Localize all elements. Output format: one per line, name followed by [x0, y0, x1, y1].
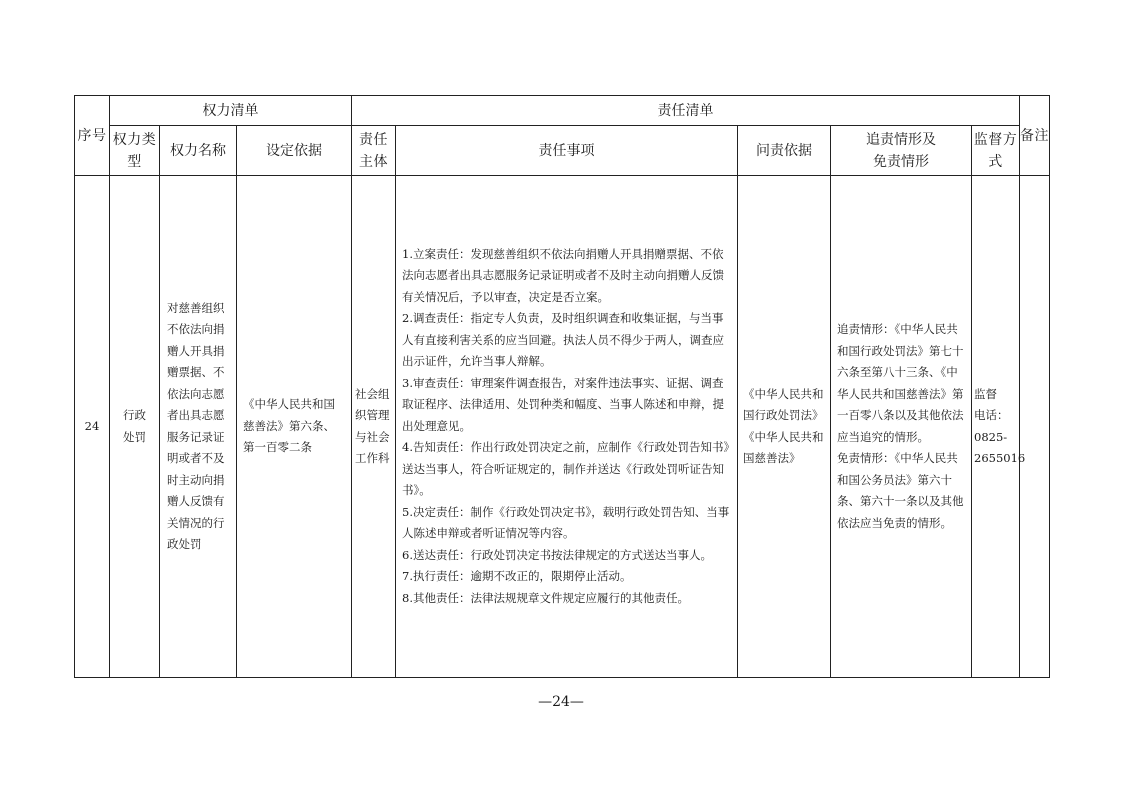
cell-accountability-basis	[738, 176, 831, 678]
item-3: 3.审查责任：审理案件调查报告，对案件违法事实、证据、调查取证程序、法律适用、处罚种类和幅度、当事人陈述和申辩，提出处理意见。	[402, 375, 724, 433]
supervision-line-4: 2655016	[974, 451, 1026, 465]
header-basis: 设定依据	[237, 126, 352, 176]
item-1: 1.立案责任：发现慈善组织不依法向捐赠人开具捐赠票据、不依法向志愿者出具志愿服务记录证明或者不及时主动向捐赠人反馈有关情况后，予以审查，决定是否立案。	[402, 246, 724, 304]
header-power-name: 权力名称	[160, 126, 237, 176]
header-accountability-basis: 问责依据	[738, 126, 831, 176]
supervision-line-1: 监督	[974, 386, 997, 401]
cell-remark	[1020, 176, 1050, 678]
supervision-line-3: 0825-	[974, 429, 1008, 444]
page-number: —24—	[538, 694, 584, 710]
header-pursuit: 追责情形及免责情形	[831, 126, 972, 176]
basis-text: 《中华人民共和国慈善法》第六条、第一百零二条	[243, 397, 335, 455]
table-row	[75, 176, 1050, 678]
power-name-text: 对慈善组织不依法向捐赠人开具捐赠票据、不依法向志愿者出具志愿服务记录证明或者不及时主动向捐赠人反馈有关情况的行政处罚	[167, 300, 225, 551]
cell-power-type: 行政处罚	[110, 176, 160, 678]
subject-text: 社会组织管理与社会工作科	[355, 386, 390, 465]
item-7: 7.执行责任：逾期不改正的，限期停止活动。	[402, 569, 632, 584]
exemption-text: 免责情形：《中华人民共和国公务员法》第六十条、第六十一条以及其他依法应当免责的情形。	[837, 451, 964, 530]
item-8: 8.其他责任：法律法规规章文件规定应履行的其他责任。	[402, 590, 689, 605]
header-subject: 责任主体	[352, 126, 396, 176]
header-power-list: 权力清单	[110, 96, 352, 126]
supervision-line-2: 电话：	[974, 408, 1009, 422]
item-4: 4.告知责任：作出行政处罚决定之前，应制作《行政处罚告知书》送达当事人，符合听证规定的，制作并送达《行政处罚听证告知书》。	[402, 440, 730, 498]
header-items: 责任事项	[396, 126, 738, 176]
cell-items	[396, 176, 738, 678]
item-5: 5.决定责任：制作《行政处罚决定书》，载明行政处罚告知、当事人陈述申辩或者听证情况等内容。	[402, 504, 730, 541]
cell-seq: 24	[75, 176, 110, 678]
header-power-type: 权力类型	[110, 126, 160, 176]
header-responsibility-list: 责任清单	[352, 96, 1020, 126]
header-remark: 备注	[1020, 96, 1050, 176]
cell-basis	[237, 176, 352, 678]
header-supervision: 监督方式	[972, 126, 1020, 176]
item-2: 2.调查责任：指定专人负责，及时组织调查和收集证据，与当事人有直接利害关系的应当回避。执法人员不得少于两人，调查应出示证件，允许当事人辩解。	[402, 311, 724, 369]
item-6: 6.送达责任：行政处罚决定书按法律规定的方式送达当事人。	[402, 547, 712, 562]
cell-supervision	[972, 176, 1026, 678]
responsibility-table	[74, 95, 1050, 678]
cell-power-name	[160, 176, 237, 678]
accountability-basis-text: 《中华人民共和国行政处罚法》《中华人民共和国慈善法》	[743, 386, 824, 465]
pursuit-text: 追责情形：《中华人民共和国行政处罚法》第七十六条至第八十三条、《中华人民共和国慈善法》第一百零八条以及其他依法应当追究的情形。	[837, 322, 964, 444]
cell-pursuit	[831, 176, 972, 678]
cell-subject	[352, 176, 396, 678]
header-seq: 序号	[75, 96, 110, 176]
